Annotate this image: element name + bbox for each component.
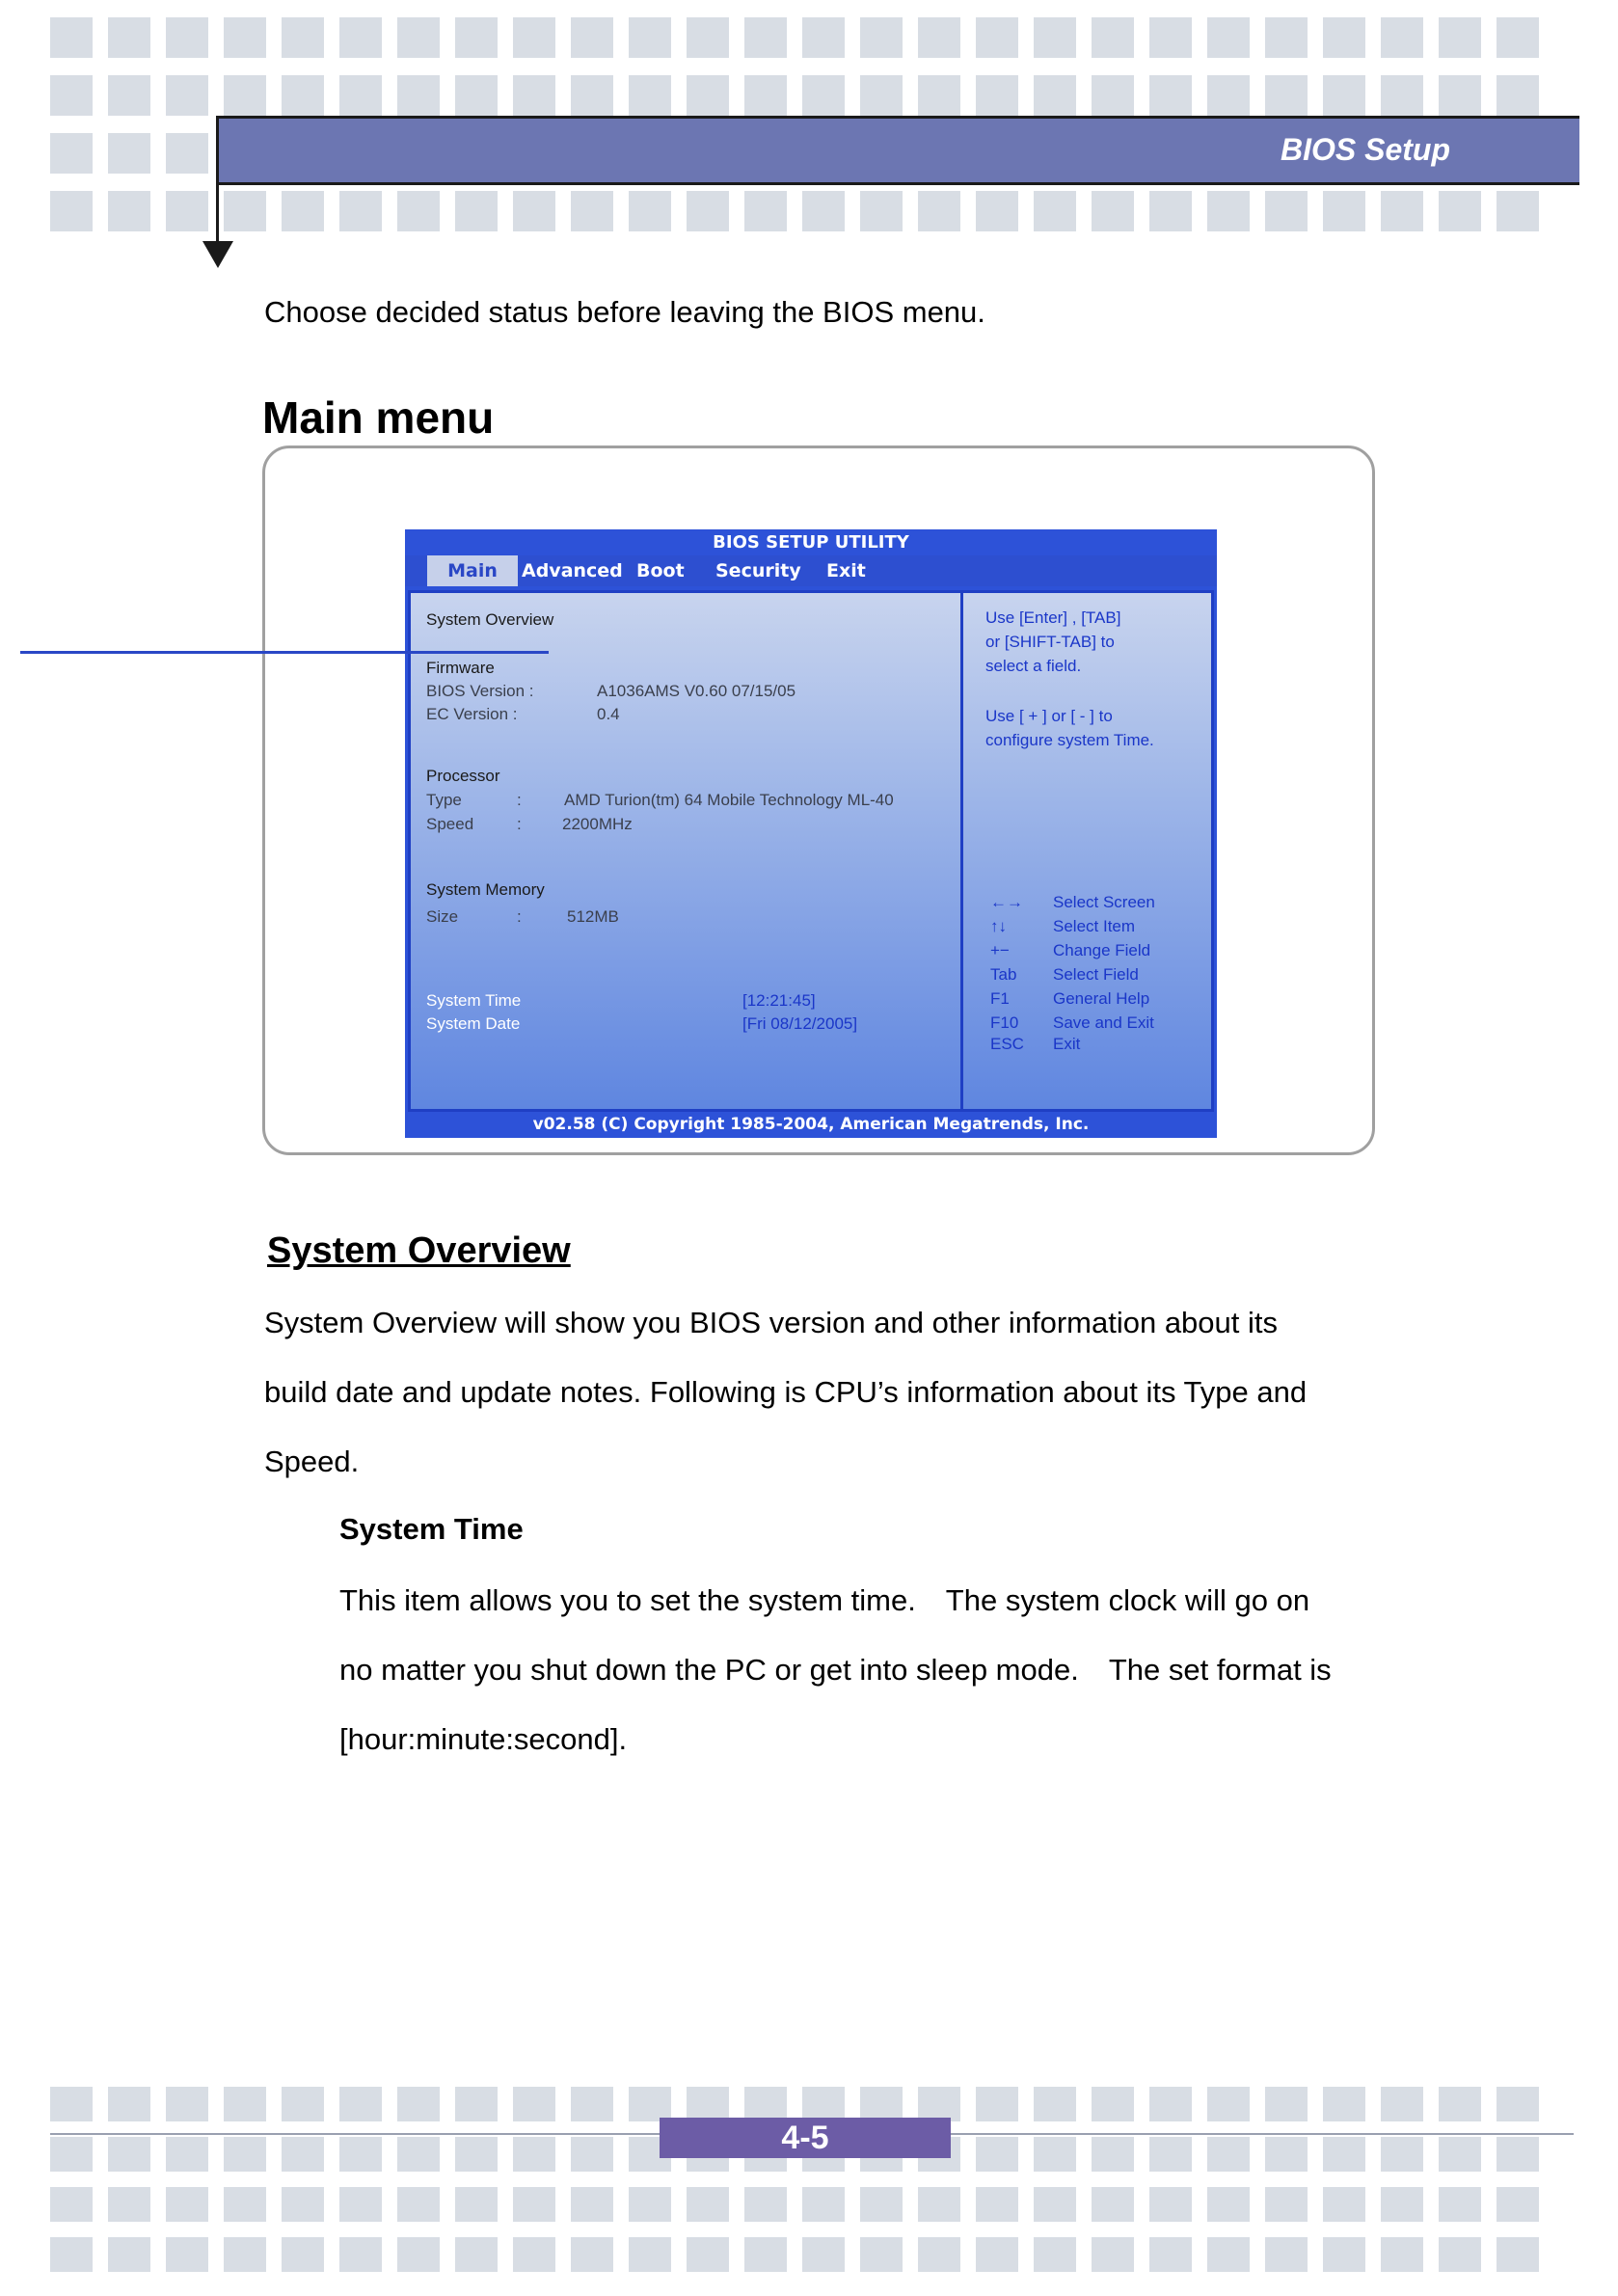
decorative-tile xyxy=(166,2237,208,2272)
decorative-tile xyxy=(802,2237,845,2272)
decorative-tile xyxy=(50,75,93,116)
footer-tile-pattern xyxy=(50,2087,1539,2272)
key-action: General Help xyxy=(1053,989,1150,1008)
decorative-tile xyxy=(687,191,729,231)
bios-overview-label: System Overview xyxy=(426,610,554,629)
decorative-tile xyxy=(224,2087,266,2121)
bios-help-line: Use [Enter] , [TAB] xyxy=(985,608,1121,627)
header-band xyxy=(216,116,1579,185)
processor-speed-label: Speed xyxy=(426,815,474,833)
bios-tab-boot[interactable]: Boot xyxy=(636,560,685,581)
processor-speed-value: 2200MHz xyxy=(562,815,633,833)
page-number: 4-5 xyxy=(660,2118,951,2158)
decorative-tile xyxy=(1323,75,1365,116)
decorative-tile xyxy=(1265,17,1308,58)
system-time-heading: System Time xyxy=(339,1512,524,1546)
decorative-tile xyxy=(282,2187,324,2222)
decorative-tile xyxy=(976,2187,1018,2222)
system-overview-paragraph xyxy=(264,1288,1362,1497)
decorative-tile xyxy=(455,17,498,58)
decorative-tile xyxy=(571,2087,613,2121)
memory-size-value: 512MB xyxy=(567,907,619,926)
decorative-tile xyxy=(976,75,1018,116)
decorative-tile xyxy=(1149,2237,1192,2272)
system-time-paragraph xyxy=(339,1566,1362,1774)
decorative-tile xyxy=(976,2137,1018,2172)
decorative-tile xyxy=(629,2087,671,2121)
decorative-tile xyxy=(1439,2187,1481,2222)
decorative-tile xyxy=(1381,2237,1423,2272)
decorative-tile xyxy=(802,191,845,231)
decorative-tile xyxy=(108,133,150,174)
decorative-tile xyxy=(802,75,845,116)
decorative-tile xyxy=(282,2087,324,2121)
decorative-tile xyxy=(1323,2187,1365,2222)
decorative-tile xyxy=(455,2137,498,2172)
section-heading: Main menu xyxy=(262,392,495,443)
decorative-tile xyxy=(224,17,266,58)
decorative-tile xyxy=(860,75,903,116)
decorative-tile xyxy=(629,75,671,116)
decorative-tile xyxy=(1265,2087,1308,2121)
system-time-label[interactable]: System Time xyxy=(426,991,522,1010)
bios-tab-exit[interactable]: Exit xyxy=(826,560,866,581)
intro-text: Choose decided status before leaving the BIOS menu. xyxy=(264,295,985,329)
decorative-tile xyxy=(50,2137,93,2172)
decorative-tile xyxy=(1149,2087,1192,2121)
key-arrows-lr-icon: ←→ xyxy=(990,893,1023,911)
decorative-tile xyxy=(224,2237,266,2272)
bios-processor-label: Processor xyxy=(426,767,500,785)
decorative-tile xyxy=(50,2087,93,2121)
memory-size-colon: : xyxy=(517,907,522,926)
decorative-tile xyxy=(1034,75,1076,116)
decorative-tile xyxy=(455,2187,498,2222)
decorative-tile xyxy=(1497,2187,1539,2222)
key-action: Save and Exit xyxy=(1053,1013,1154,1032)
decorative-tile xyxy=(513,2087,555,2121)
decorative-tile xyxy=(1034,2137,1076,2172)
decorative-tile xyxy=(282,2137,324,2172)
decorative-tile xyxy=(1265,2137,1308,2172)
decorative-tile xyxy=(687,75,729,116)
decorative-tile xyxy=(571,75,613,116)
bios-memory-label: System Memory xyxy=(426,880,545,899)
bios-overview-divider xyxy=(20,651,549,654)
decorative-tile xyxy=(108,2187,150,2222)
decorative-tile xyxy=(1497,2237,1539,2272)
bios-footer: v02.58 (C) Copyright 1985-2004, American Megatrends, Inc. xyxy=(405,1112,1217,1138)
decorative-tile xyxy=(50,2187,93,2222)
decorative-tile xyxy=(166,75,208,116)
header-arrow-line xyxy=(216,183,219,247)
decorative-tile xyxy=(339,2087,382,2121)
decorative-tile xyxy=(1149,2187,1192,2222)
decorative-tile xyxy=(1439,191,1481,231)
bios-menubar xyxy=(405,555,1217,586)
decorative-tile xyxy=(976,2087,1018,2121)
decorative-tile xyxy=(571,191,613,231)
key-action: Select Item xyxy=(1053,917,1136,935)
key-f10: F10 xyxy=(990,1013,1019,1032)
decorative-tile xyxy=(1265,2187,1308,2222)
bios-tab-advanced[interactable]: Advanced xyxy=(522,560,623,581)
decorative-tile xyxy=(571,2187,613,2222)
decorative-tile xyxy=(744,2237,787,2272)
decorative-tile xyxy=(455,191,498,231)
key-action: Select Field xyxy=(1053,965,1139,984)
decorative-tile xyxy=(455,2087,498,2121)
decorative-tile xyxy=(1034,2237,1076,2272)
decorative-tile xyxy=(50,17,93,58)
decorative-tile xyxy=(513,2237,555,2272)
decorative-tile xyxy=(1381,2087,1423,2121)
bios-panel-divider xyxy=(960,590,963,1112)
header-arrow-down-icon xyxy=(202,241,233,268)
key-f1: F1 xyxy=(990,989,1010,1008)
decorative-tile xyxy=(1497,75,1539,116)
decorative-tile xyxy=(166,133,208,174)
memory-size-label: Size xyxy=(426,907,459,926)
decorative-tile xyxy=(339,2137,382,2172)
decorative-tile xyxy=(860,17,903,58)
decorative-tile xyxy=(166,17,208,58)
key-tab: Tab xyxy=(990,965,1017,984)
decorative-tile xyxy=(1497,2087,1539,2121)
decorative-tile xyxy=(687,2087,729,2121)
decorative-tile xyxy=(687,2187,729,2222)
bios-help-line: configure system Time. xyxy=(985,731,1154,749)
bios-firmware-label: Firmware xyxy=(426,659,495,677)
decorative-tile xyxy=(1092,75,1134,116)
decorative-tile xyxy=(1149,17,1192,58)
decorative-tile xyxy=(455,2237,498,2272)
decorative-tile xyxy=(1092,2137,1134,2172)
decorative-tile xyxy=(1439,2087,1481,2121)
decorative-tile xyxy=(976,2237,1018,2272)
processor-type-value: AMD Turion(tm) 64 Mobile Technology ML-40 xyxy=(564,791,894,809)
decorative-tile xyxy=(108,2087,150,2121)
decorative-tile xyxy=(339,191,382,231)
decorative-tile xyxy=(1323,2087,1365,2121)
paragraph-line: This item allows you to set the system time. The system clock will go on xyxy=(339,1583,1310,1617)
decorative-tile xyxy=(397,2137,440,2172)
ec-version-value: 0.4 xyxy=(597,705,620,723)
processor-speed-colon: : xyxy=(517,815,522,833)
decorative-tile xyxy=(108,17,150,58)
decorative-tile xyxy=(687,17,729,58)
decorative-tile xyxy=(918,2187,960,2222)
decorative-tile xyxy=(224,2187,266,2222)
paragraph-line: Speed. xyxy=(264,1445,360,1478)
decorative-tile xyxy=(1323,191,1365,231)
decorative-tile xyxy=(108,2237,150,2272)
decorative-tile xyxy=(513,17,555,58)
decorative-tile xyxy=(1149,191,1192,231)
decorative-tile xyxy=(918,2087,960,2121)
system-date-field[interactable]: [Fri 08/12/2005] xyxy=(742,1014,858,1033)
paragraph-line: no matter you shut down the PC or get into sleep mode. The set format is xyxy=(339,1653,1332,1687)
decorative-tile xyxy=(1439,2237,1481,2272)
decorative-tile xyxy=(282,75,324,116)
decorative-tile xyxy=(629,2187,671,2222)
decorative-tile xyxy=(1207,17,1250,58)
decorative-tile xyxy=(918,75,960,116)
decorative-tile xyxy=(1439,75,1481,116)
decorative-tile xyxy=(513,2187,555,2222)
decorative-tile xyxy=(1034,2187,1076,2222)
decorative-tile xyxy=(166,2087,208,2121)
decorative-tile xyxy=(1149,2137,1192,2172)
paragraph-line: System Overview will show you BIOS version and other information about its xyxy=(264,1306,1279,1339)
decorative-tile xyxy=(513,191,555,231)
decorative-tile xyxy=(455,75,498,116)
decorative-tile xyxy=(744,2187,787,2222)
decorative-tile xyxy=(166,2187,208,2222)
decorative-tile xyxy=(513,75,555,116)
key-action: Select Screen xyxy=(1053,893,1155,911)
decorative-tile xyxy=(1149,75,1192,116)
decorative-tile xyxy=(1381,17,1423,58)
bios-help-line: Use [ + ] or [ - ] to xyxy=(985,707,1113,725)
decorative-tile xyxy=(571,2137,613,2172)
key-action: Exit xyxy=(1053,1035,1081,1053)
decorative-tile xyxy=(224,75,266,116)
bios-help-line: select a field. xyxy=(985,657,1082,675)
decorative-tile xyxy=(860,2237,903,2272)
decorative-tile xyxy=(629,2237,671,2272)
decorative-tile xyxy=(1034,191,1076,231)
decorative-tile xyxy=(802,17,845,58)
bios-tab-main[interactable]: Main xyxy=(427,555,518,586)
decorative-tile xyxy=(918,2237,960,2272)
decorative-tile xyxy=(629,17,671,58)
decorative-tile xyxy=(166,2137,208,2172)
decorative-tile xyxy=(397,191,440,231)
decorative-tile xyxy=(1092,2237,1134,2272)
decorative-tile xyxy=(339,75,382,116)
decorative-tile xyxy=(744,17,787,58)
decorative-tile xyxy=(802,2087,845,2121)
decorative-tile xyxy=(50,191,93,231)
header-title: BIOS Setup xyxy=(1280,132,1450,167)
system-overview-heading: System Overview xyxy=(267,1230,571,1271)
decorative-tile xyxy=(108,75,150,116)
paragraph-line: [hour:minute:second]. xyxy=(339,1722,628,1756)
decorative-tile xyxy=(1207,2137,1250,2172)
decorative-tile xyxy=(108,2137,150,2172)
key-esc: ESC xyxy=(990,1035,1024,1053)
key-action: Change Field xyxy=(1053,941,1151,959)
decorative-tile xyxy=(976,17,1018,58)
decorative-tile xyxy=(282,17,324,58)
decorative-tile xyxy=(860,2187,903,2222)
decorative-tile xyxy=(397,2237,440,2272)
decorative-tile xyxy=(860,191,903,231)
decorative-tile xyxy=(1092,2087,1134,2121)
decorative-tile xyxy=(571,2237,613,2272)
decorative-tile xyxy=(1207,2087,1250,2121)
decorative-tile xyxy=(860,2087,903,2121)
decorative-tile xyxy=(282,191,324,231)
decorative-tile xyxy=(339,2237,382,2272)
decorative-tile xyxy=(513,2137,555,2172)
bios-title: BIOS SETUP UTILITY xyxy=(713,532,909,553)
decorative-tile xyxy=(1497,17,1539,58)
bios-tab-security[interactable]: Security xyxy=(715,560,801,581)
decorative-tile xyxy=(1265,2237,1308,2272)
bios-version-value: A1036AMS V0.60 07/15/05 xyxy=(597,682,796,700)
decorative-tile xyxy=(1034,17,1076,58)
decorative-tile xyxy=(397,17,440,58)
decorative-tile xyxy=(166,191,208,231)
decorative-tile xyxy=(1323,17,1365,58)
decorative-tile xyxy=(1439,17,1481,58)
decorative-tile xyxy=(1207,75,1250,116)
decorative-tile xyxy=(1323,2237,1365,2272)
decorative-tile xyxy=(282,2237,324,2272)
paragraph-line: build date and update notes. Following is CPU’s information about its Type and xyxy=(264,1375,1308,1409)
decorative-tile xyxy=(50,133,93,174)
decorative-tile xyxy=(397,2187,440,2222)
decorative-tile xyxy=(571,17,613,58)
decorative-tile xyxy=(1207,2237,1250,2272)
decorative-tile xyxy=(744,75,787,116)
decorative-tile xyxy=(224,2137,266,2172)
system-date-label[interactable]: System Date xyxy=(426,1014,521,1033)
decorative-tile xyxy=(1439,2137,1481,2172)
decorative-tile xyxy=(1265,75,1308,116)
decorative-tile xyxy=(108,191,150,231)
decorative-tile xyxy=(687,2237,729,2272)
processor-type-colon: : xyxy=(517,791,522,809)
decorative-tile xyxy=(50,2237,93,2272)
decorative-tile xyxy=(397,2087,440,2121)
system-time-field[interactable]: [12:21:45] xyxy=(742,991,816,1010)
decorative-tile xyxy=(802,2187,845,2222)
key-plus-minus: +− xyxy=(990,941,1010,959)
decorative-tile xyxy=(1381,2137,1423,2172)
decorative-tile xyxy=(1323,2137,1365,2172)
decorative-tile xyxy=(976,191,1018,231)
decorative-tile xyxy=(629,191,671,231)
decorative-tile xyxy=(744,191,787,231)
decorative-tile xyxy=(397,75,440,116)
ec-version-label: EC Version : xyxy=(426,705,518,723)
decorative-tile xyxy=(744,2087,787,2121)
decorative-tile xyxy=(1092,191,1134,231)
decorative-tile xyxy=(339,17,382,58)
decorative-tile xyxy=(918,191,960,231)
decorative-tile xyxy=(1207,2187,1250,2222)
decorative-tile xyxy=(918,17,960,58)
decorative-tile xyxy=(339,2187,382,2222)
decorative-tile xyxy=(1497,2137,1539,2172)
decorative-tile xyxy=(1207,191,1250,231)
decorative-tile xyxy=(1381,191,1423,231)
decorative-tile xyxy=(1265,191,1308,231)
decorative-tile xyxy=(1034,2087,1076,2121)
decorative-tile xyxy=(1497,191,1539,231)
decorative-tile xyxy=(1092,17,1134,58)
decorative-tile xyxy=(224,191,266,231)
bios-help-line: or [SHIFT-TAB] to xyxy=(985,633,1115,651)
decorative-tile xyxy=(1092,2187,1134,2222)
decorative-tile xyxy=(1381,75,1423,116)
bios-version-label: BIOS Version : xyxy=(426,682,534,700)
processor-type-label: Type xyxy=(426,791,462,809)
decorative-tile xyxy=(1381,2187,1423,2222)
key-arrows-ud-icon: ↑↓ xyxy=(990,917,1007,935)
